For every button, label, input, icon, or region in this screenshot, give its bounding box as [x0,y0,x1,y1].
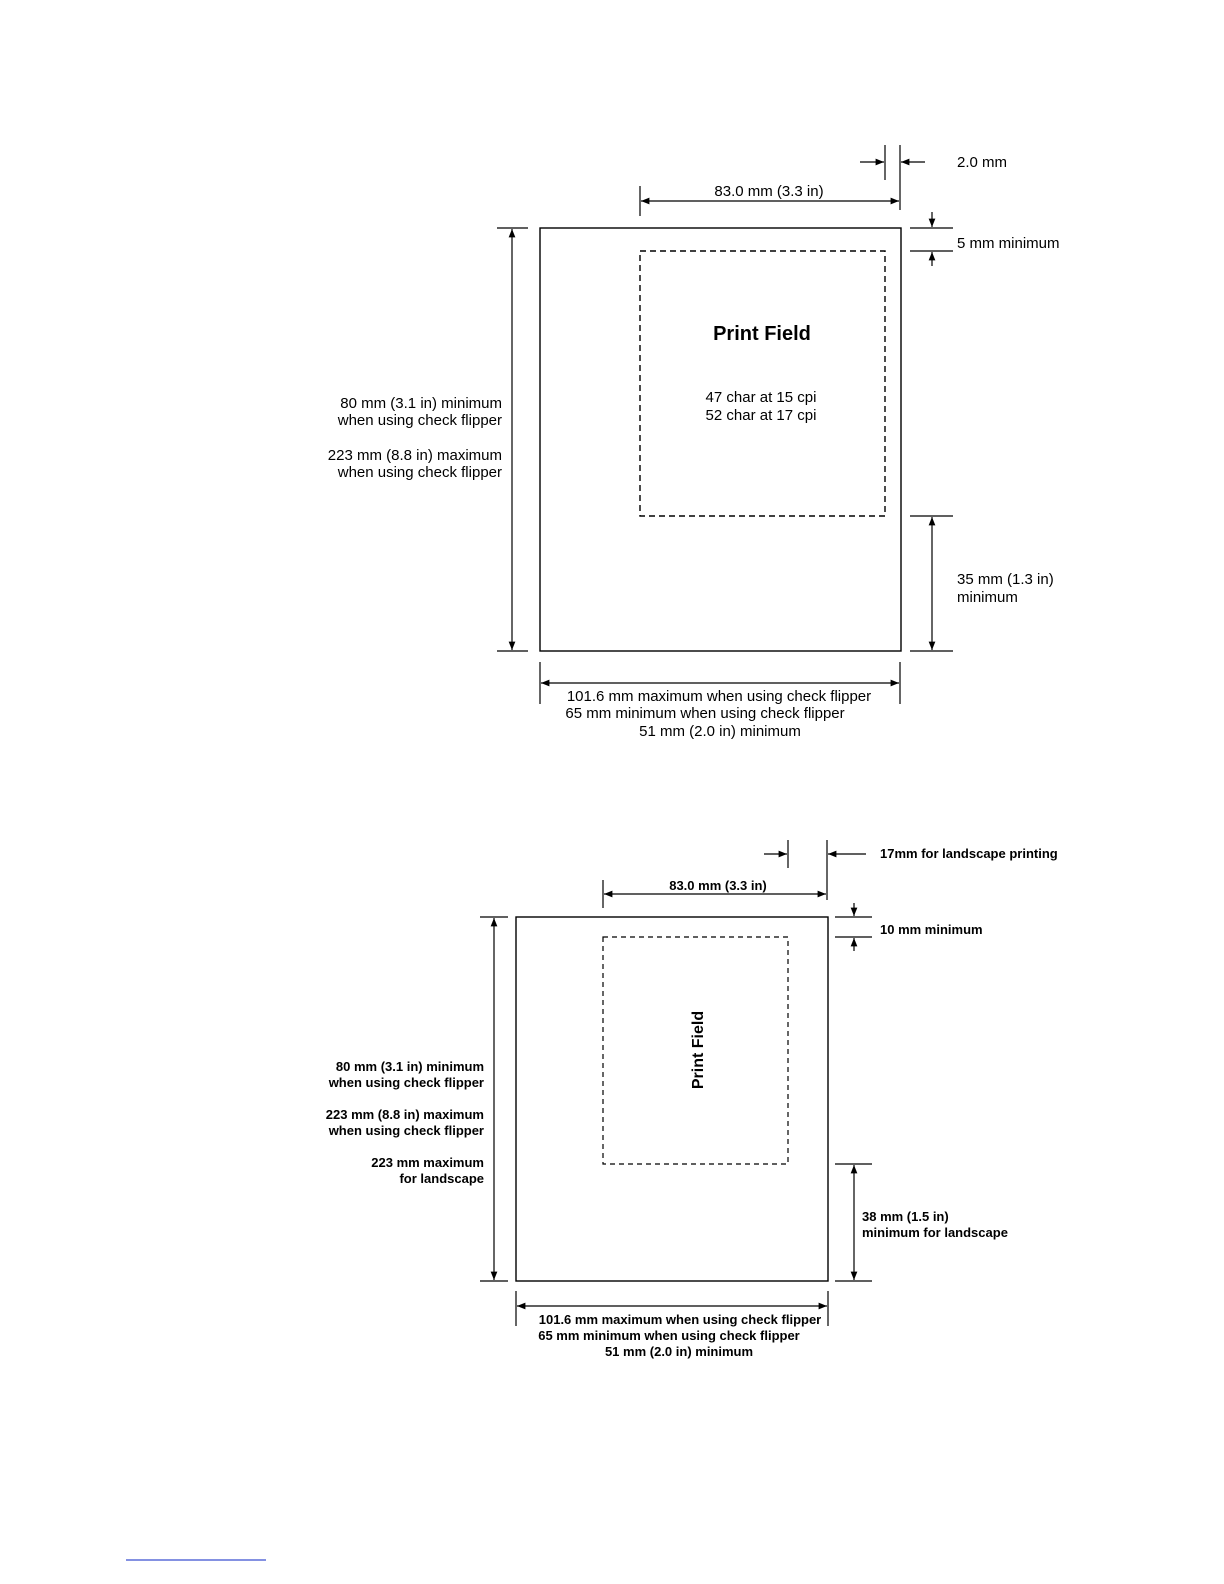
print-field-title: Print Field [690,1010,707,1090]
bottom-margin-line1: 35 mm (1.3 in) [957,571,1054,588]
height-max-line2: when using check flipper [328,1123,484,1138]
height-dimension [326,917,508,1281]
height-max-line1: 223 mm (8.8 in) maximum [327,447,502,464]
height-min-line1: 80 mm (3.1 in) minimum [335,1059,484,1074]
right-margin-dimension [764,840,1058,900]
check-outline [540,228,901,651]
height-min-line2: when using check flipper [328,1075,484,1090]
landscape-diagram [326,840,1058,1359]
top-margin-dimension [910,212,1060,266]
width-min-flipper-label: 65 mm minimum when using check flipper [565,705,845,722]
height-max-line1: 223 mm (8.8 in) maximum [325,1107,484,1122]
right-margin-label: 2.0 mm [957,154,1008,171]
width-min-label: 51 mm (2.0 in) minimum [639,723,801,740]
width-max-label: 101.6 mm maximum when using check flipper [538,1312,822,1327]
bottom-margin-line1: 38 mm (1.5 in) [862,1209,949,1224]
bottom-margin-dimension [910,516,1054,651]
height-min-line2: when using check flipper [337,412,502,429]
right-margin-label: 17mm for landscape printing [880,846,1058,861]
print-width-label: 83.0 mm (3.3 in) [669,878,767,893]
print-width-label: 83.0 mm (3.3 in) [714,183,824,200]
right-margin-dimension [860,145,1007,210]
bottom-margin-dimension [835,1164,1008,1281]
bottom-margin-line2: minimum for landscape [862,1225,1008,1240]
height-max-line2: when using check flipper [337,464,502,481]
width-max-label: 101.6 mm maximum when using check flipper [566,688,872,705]
height-dimension [328,228,528,651]
print-field-title: Print Field [713,323,811,345]
height-landscape-line2: for landscape [399,1171,484,1186]
print-width-dimension [603,878,826,908]
width-min-flipper-label: 65 mm minimum when using check flipper [538,1328,800,1343]
top-margin-dimension [835,903,983,951]
print-width-dimension [640,183,899,216]
width-min-label: 51 mm (2.0 in) minimum [604,1344,754,1359]
top-margin-label: 5 mm minimum [957,235,1060,252]
height-landscape-line1: 223 mm maximum [371,1155,484,1170]
check-outline [516,917,828,1281]
print-field-box [640,251,885,516]
chars-17cpi-label: 52 char at 17 cpi [705,407,817,424]
height-min-line1: 80 mm (3.1 in) minimum [340,395,502,412]
portrait-diagram [328,145,1060,740]
width-dimension [516,1291,828,1359]
chars-15cpi-label: 47 char at 15 cpi [705,389,817,406]
width-dimension [540,662,900,740]
top-margin-label: 10 mm minimum [880,922,983,937]
bottom-margin-line2: minimum [957,589,1018,606]
